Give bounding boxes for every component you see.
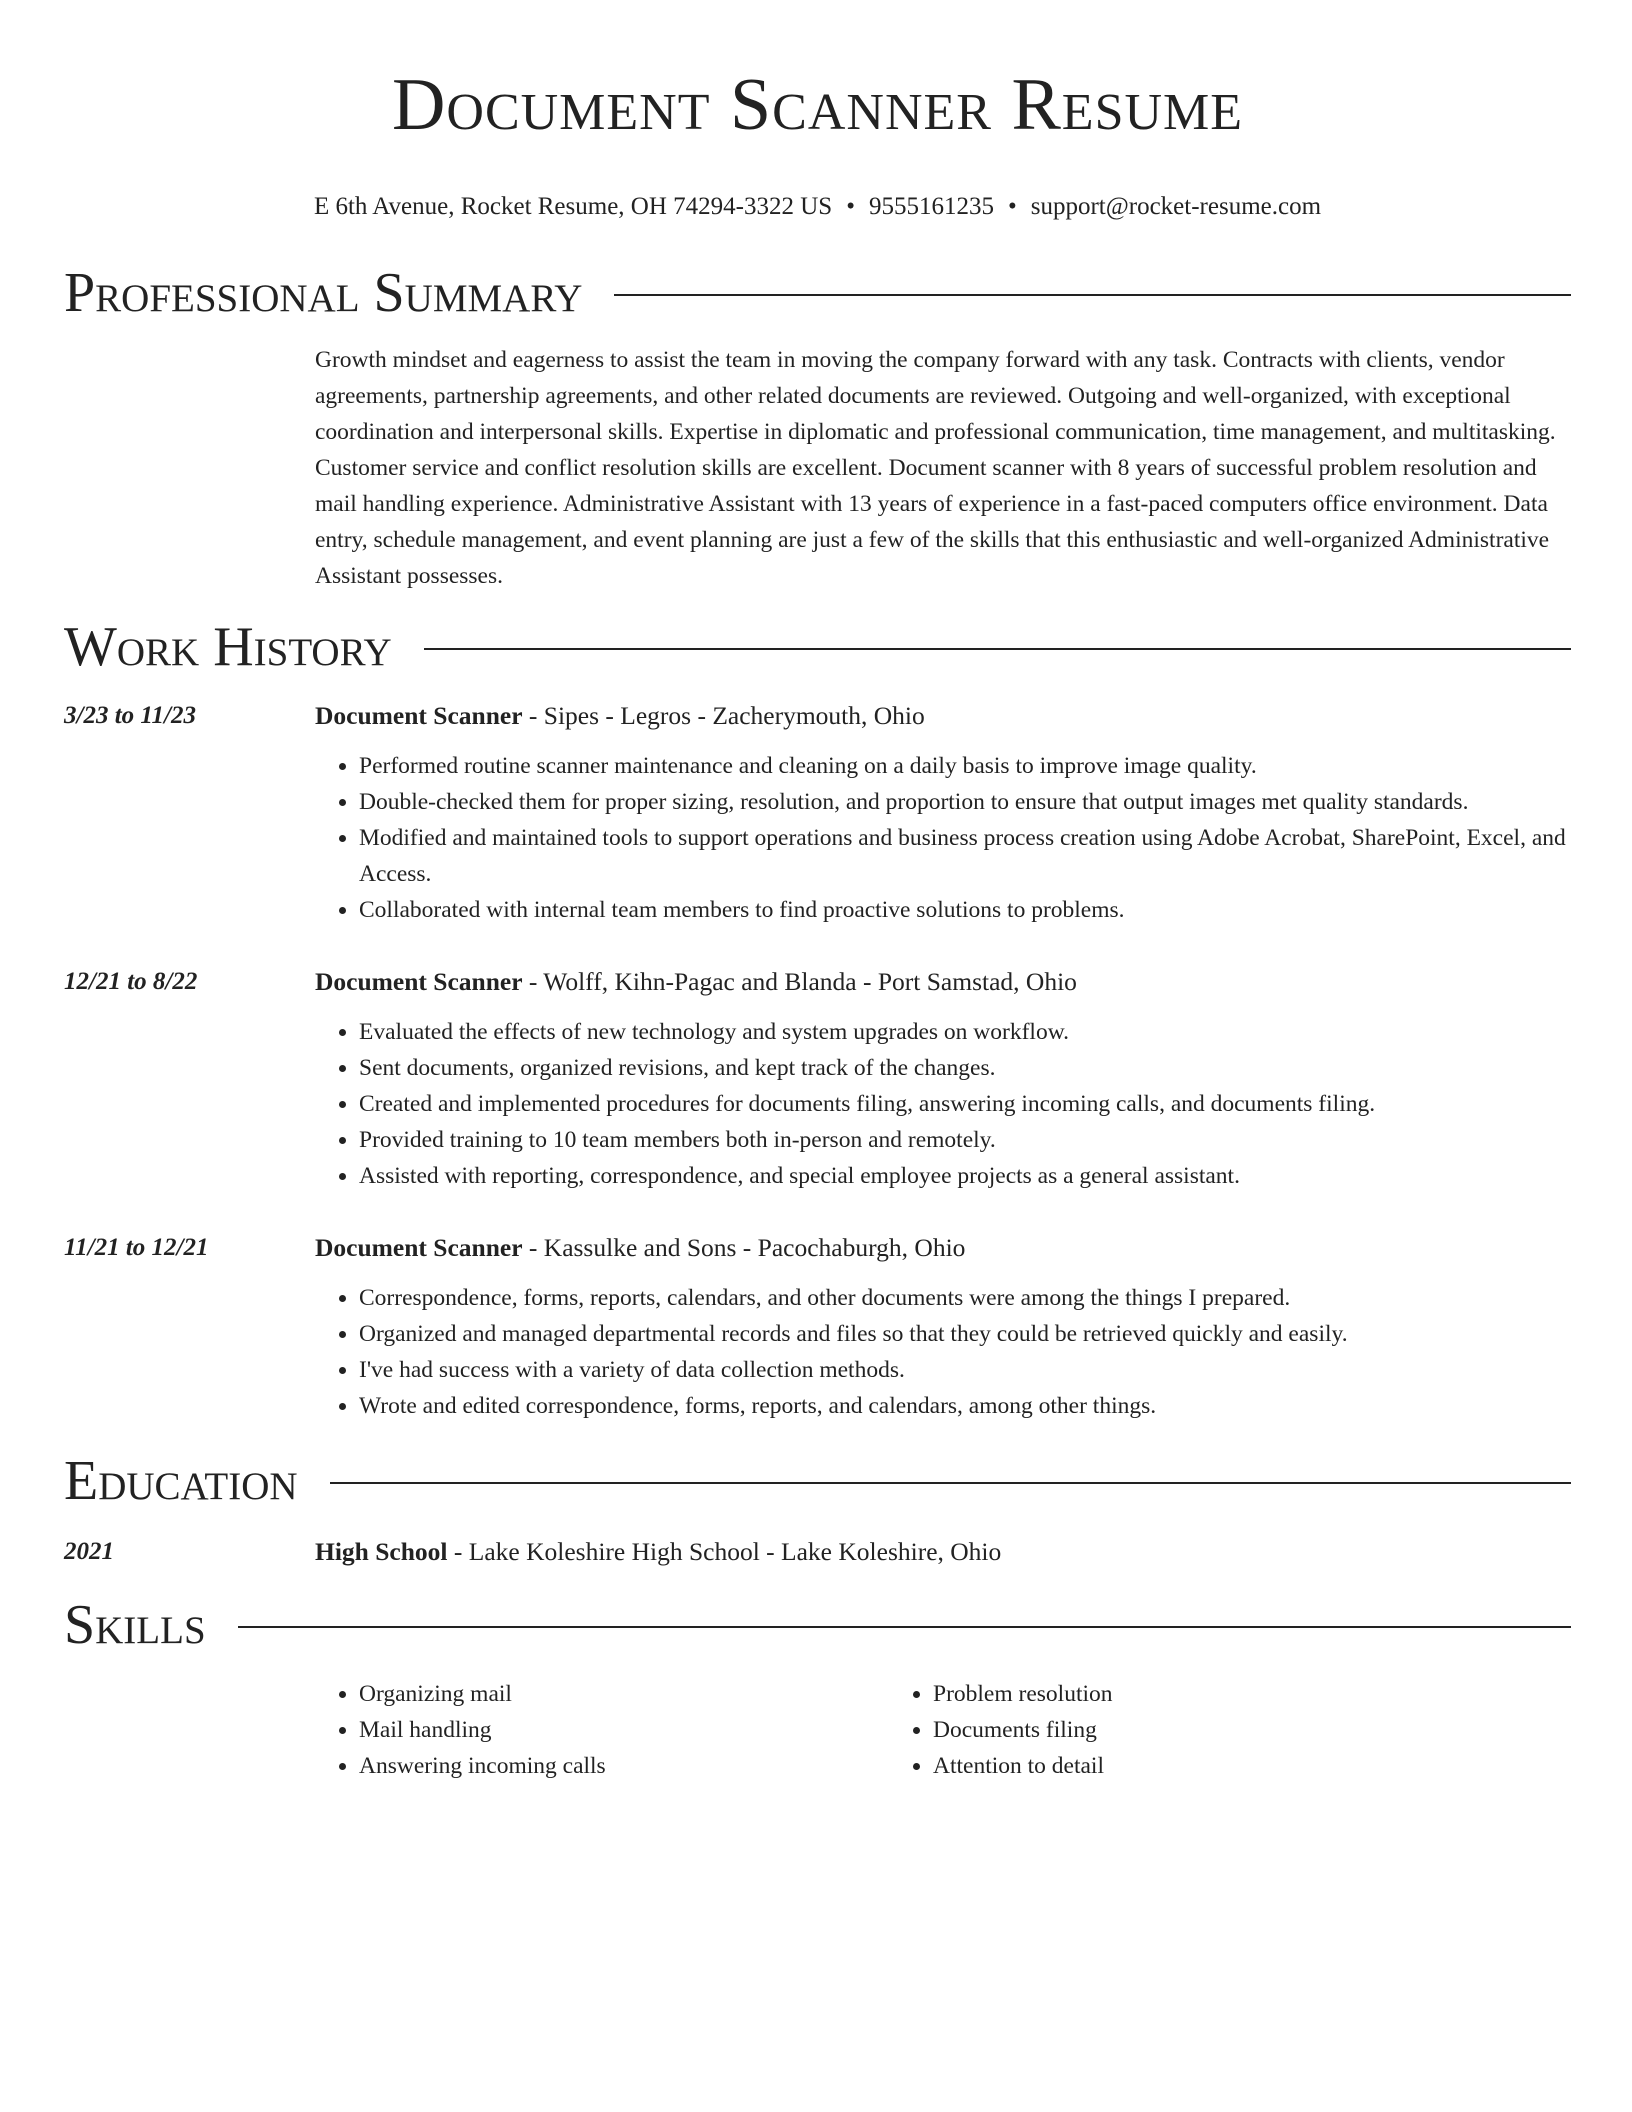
skill-item: • Documents filing [933, 1712, 1463, 1748]
job-bullet: • Correspondence, forms, reports, calendars, and other documents were among the things I prepared. [359, 1280, 1571, 1316]
job-date: 3/23 to 11/23 [64, 702, 196, 729]
job-details: - Sipes - Legros - Zacherymouth, Ohio [522, 701, 925, 730]
job-date: 11/21 to 12/21 [64, 1234, 209, 1261]
job-bullet: • Evaluated the effects of new technology and system upgrades on workflow. [359, 1014, 1571, 1050]
job-entry [64, 962, 1571, 1194]
job-role: Document Scanner [315, 967, 523, 996]
job-date: 12/21 to 8/22 [64, 968, 198, 995]
contact-line [64, 192, 1571, 222]
section-title-education: Education [64, 1450, 298, 1512]
section-divider [614, 294, 1571, 296]
summary-text: Growth mindset and eagerness to assist the team in moving the company forward with any task. Contracts with clients, vendor agreements, partnership agreements, and other related documents are reviewed. Outgoing and well-organized, with exceptional coordination and interpersonal skills. Expertise in diplomatic and professional communication, time management, and multitasking. Customer service and conflict resolution skills are excellent. Document scanner with 8 years of successful problem resolution and mail handling experience. Administrative Assistant with 13 years of experience in a fast-paced computers office environment. Data entry, schedule management, and event planning are just a few of the skills that this enthusiastic and well-organized Administrative Assistant possesses. [315, 347, 1556, 589]
section-title-work: Work History [64, 616, 392, 678]
education-heading [315, 1532, 1001, 1572]
job-bullet: • Sent documents, organized revisions, and kept track of the changes. [359, 1050, 1571, 1086]
contact-address: E 6th Avenue, Rocket Resume, OH 74294-3322 US [313, 193, 833, 220]
job-bullet: • Assisted with reporting, correspondence, and special employee projects as a general assistant. [359, 1158, 1571, 1194]
education-degree: High School [315, 1537, 448, 1566]
job-bullet: • Performed routine scanner maintenance and cleaning on a daily basis to improve image quality. [359, 748, 1571, 784]
summary-section-header [64, 262, 1571, 324]
section-divider [424, 648, 1571, 650]
section-title-summary: Professional Summary [64, 262, 583, 324]
section-divider [238, 1626, 1571, 1628]
job-bullet: • Collaborated with internal team members to find proactive solutions to problems. [359, 892, 1571, 928]
job-body [315, 962, 1571, 1194]
section-divider [330, 1482, 1571, 1484]
section-title-skills: Skills [64, 1594, 206, 1656]
job-body [315, 1228, 1571, 1424]
skill-item: • Organizing mail [359, 1676, 889, 1712]
job-bullet: • Modified and maintained tools to support operations and business process creation using Adobe Acrobat, SharePoint, Excel, and Access. [359, 820, 1571, 892]
skills-column-left [315, 1676, 889, 1784]
job-bullet: • Provided training to 10 team members both in-person and remotely. [359, 1122, 1571, 1158]
job-bullets [315, 1014, 1571, 1194]
contact-phone: 9555161235 [868, 193, 994, 220]
job-bullet: • Created and implemented procedures for documents filing, answering incoming calls, and documents filing. [359, 1086, 1571, 1122]
education-date: 2021 [64, 1538, 114, 1565]
skills-section-header [64, 1594, 1571, 1656]
resume-page [64, 0, 1571, 1784]
skill-item: • Attention to detail [933, 1748, 1463, 1784]
job-bullet: • Double-checked them for proper sizing, resolution, and proportion to ensure that output images met quality standards. [359, 784, 1571, 820]
job-entry [64, 1228, 1571, 1424]
job-body [315, 696, 1571, 928]
job-bullets [315, 1280, 1571, 1424]
work-section-header [64, 616, 1571, 678]
skill-item: • Problem resolution [933, 1676, 1463, 1712]
job-role: Document Scanner [315, 701, 523, 730]
job-bullet: • I've had success with a variety of data collection methods. [359, 1352, 1571, 1388]
job-heading [315, 696, 1571, 736]
contact-email: support@rocket-resume.com [1030, 193, 1322, 220]
job-entry [64, 696, 1571, 928]
job-bullets [315, 748, 1571, 928]
education-details: - Lake Koleshire High School - Lake Koleshire, Ohio [447, 1537, 1002, 1566]
education-entry [64, 1532, 1571, 1572]
skills-column-right [889, 1676, 1463, 1784]
skill-item: • Mail handling [359, 1712, 889, 1748]
job-heading [315, 962, 1571, 1002]
skill-item: • Answering incoming calls [359, 1748, 889, 1784]
job-bullet: • Wrote and edited correspondence, forms, reports, and calendars, among other things. [359, 1388, 1571, 1424]
separator-dot: • [846, 193, 855, 220]
job-details: - Wolff, Kihn-Pagac and Blanda - Port Samstad, Ohio [522, 967, 1077, 996]
skills-list [315, 1676, 1571, 1784]
job-heading [315, 1228, 1571, 1268]
job-details: - Kassulke and Sons - Pacochaburgh, Ohio [522, 1233, 966, 1262]
job-bullet: • Organized and managed departmental records and files so that they could be retrieved quickly and easily. [359, 1316, 1571, 1352]
education-section-header [64, 1450, 1571, 1512]
resume-name: Document Scanner Resume [391, 64, 1244, 146]
separator-dot: • [1007, 193, 1017, 220]
job-role: Document Scanner [315, 1233, 523, 1262]
